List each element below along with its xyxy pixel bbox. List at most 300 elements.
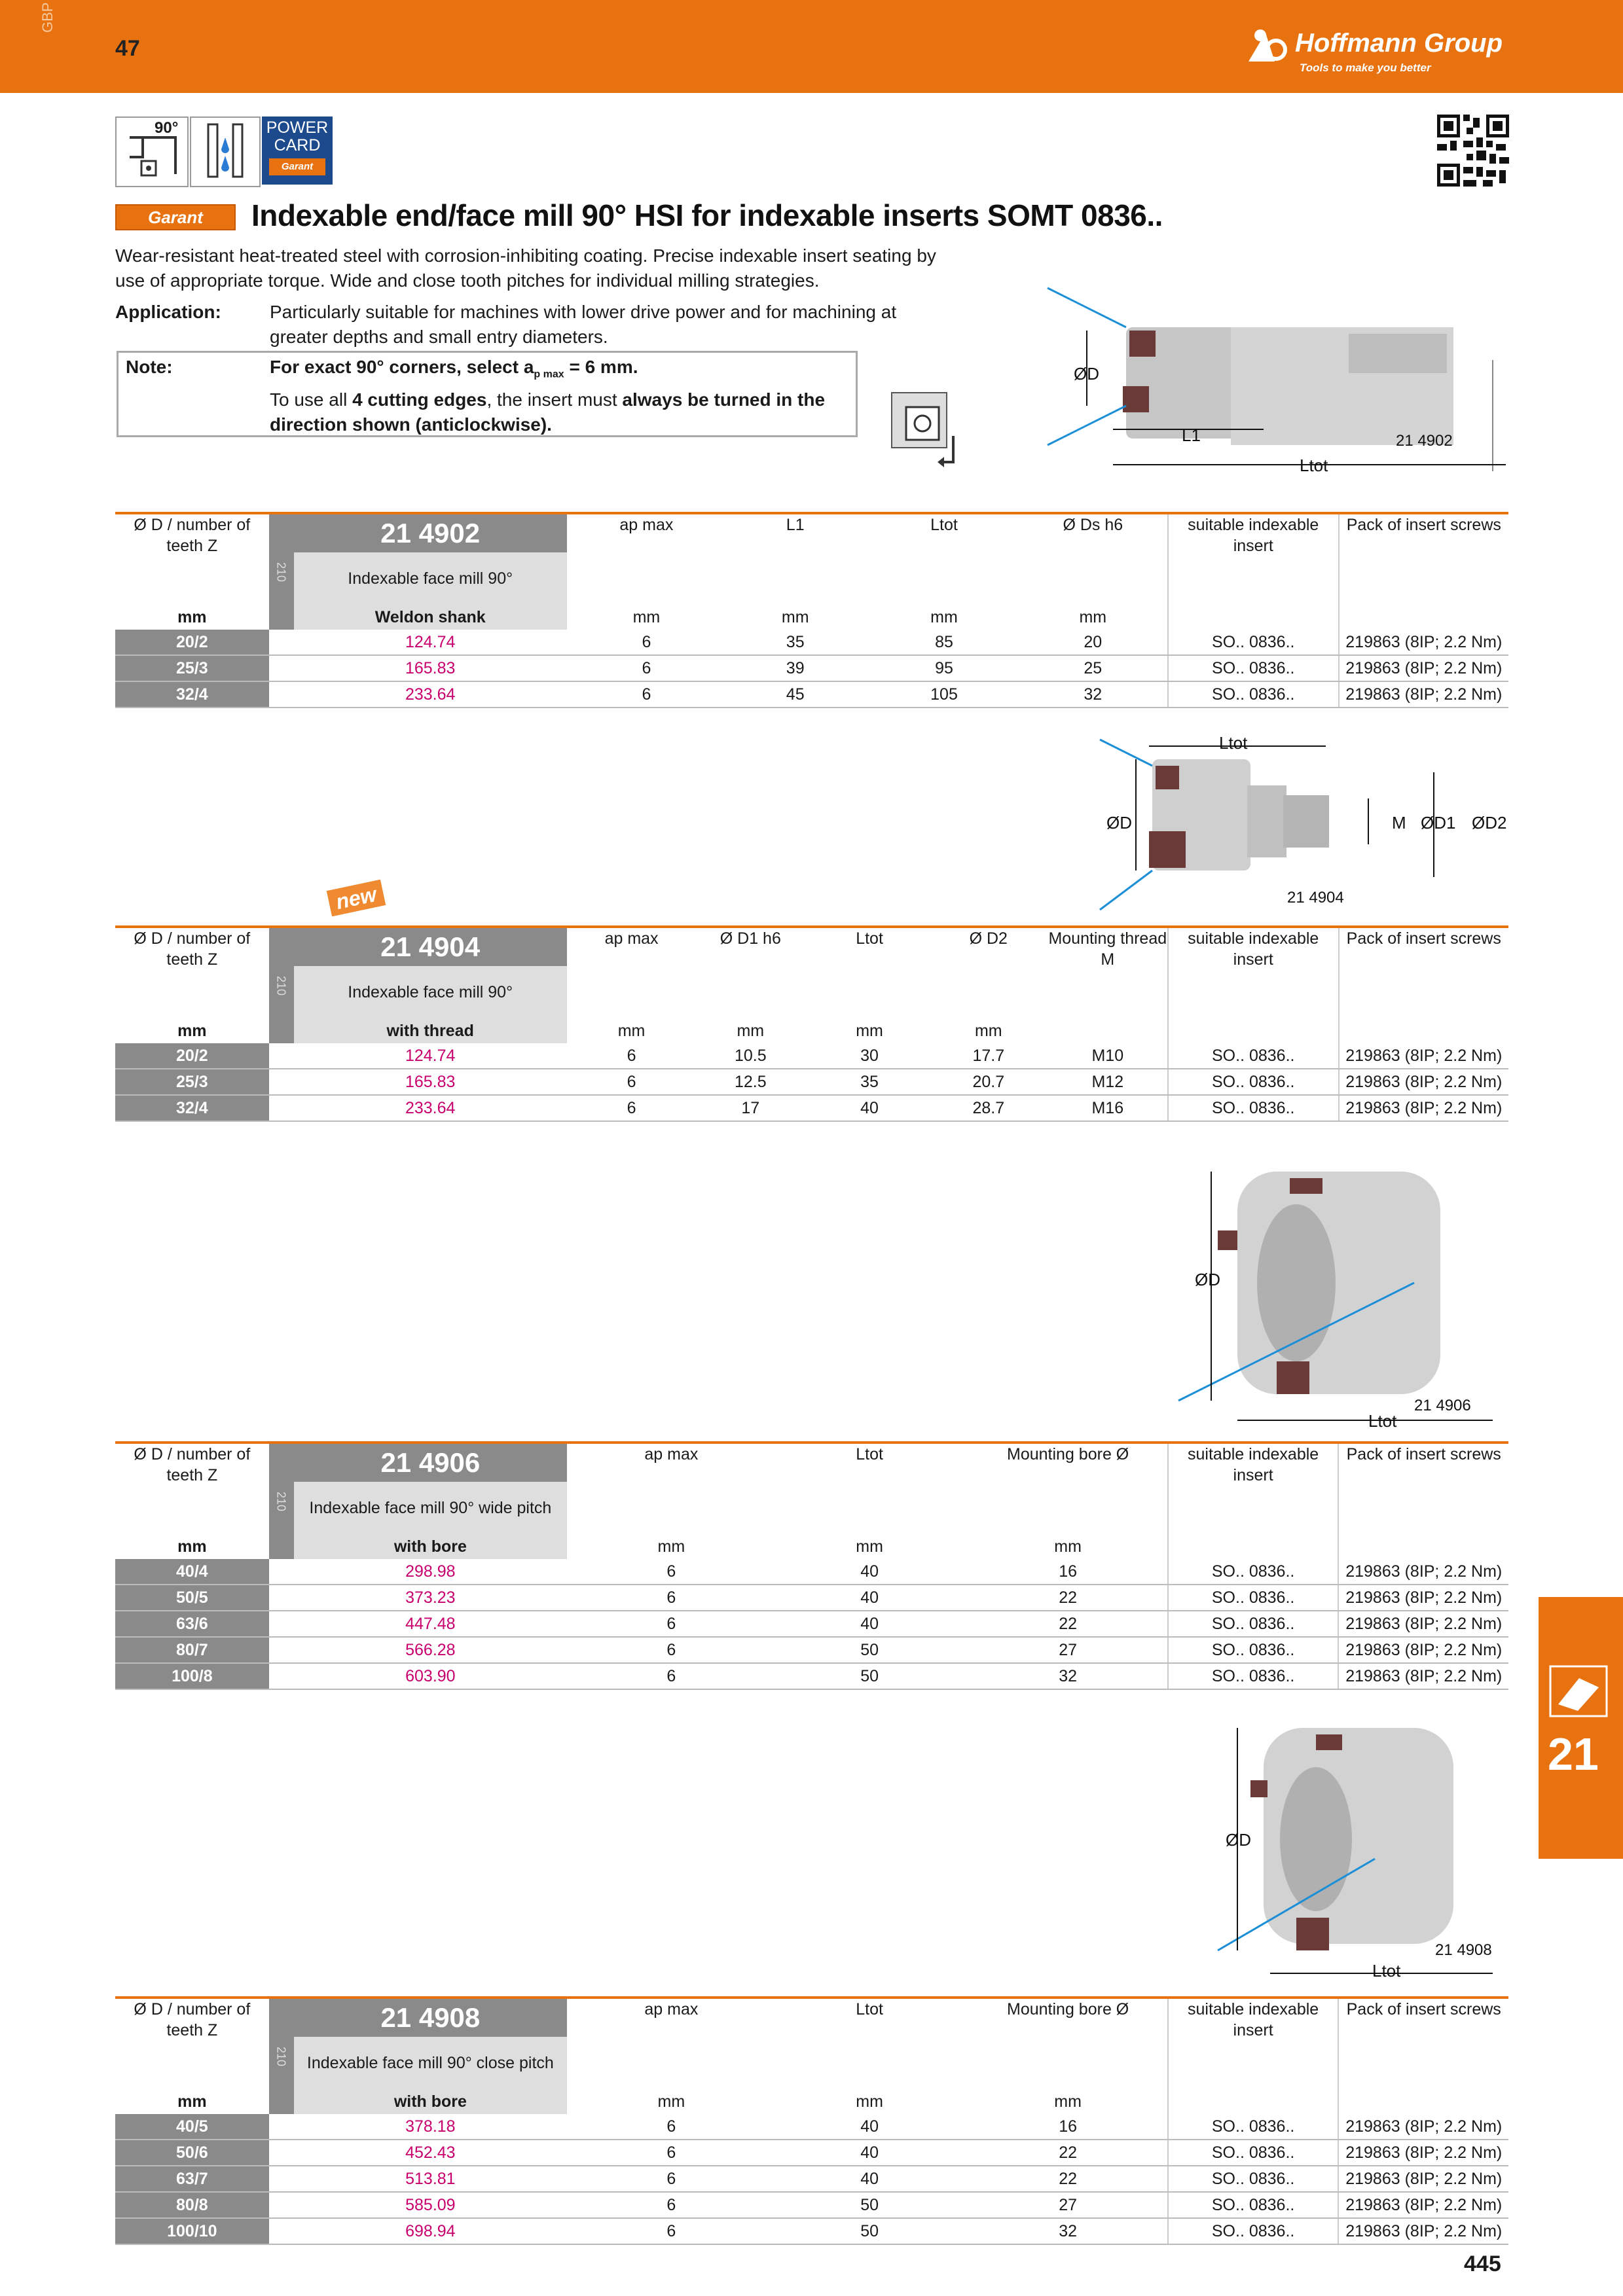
value-cell: 39 — [721, 655, 869, 681]
insert-rotation-icon — [888, 390, 973, 475]
screws-header: Pack of insert screws — [1338, 1443, 1508, 1534]
insert-cell: SO.. 0836.. — [1168, 1069, 1339, 1095]
size-cell: 20/2 — [115, 630, 269, 655]
unit-cell: mm — [1054, 1537, 1082, 1556]
d3-dim-d: ØD — [1195, 1270, 1220, 1289]
value-cell: 50 — [771, 2218, 969, 2244]
unit-mm: mm — [177, 608, 207, 626]
unit-cell: mm — [737, 1022, 765, 1040]
insert-cell: SO.. 0836.. — [1168, 2114, 1339, 2140]
d4-dim-ltot: Ltot — [1372, 1961, 1401, 1981]
size-cell: 20/2 — [115, 1043, 269, 1069]
variant-label: with bore — [294, 1534, 567, 1559]
code-col: 210 — [269, 1998, 294, 2114]
screws-cell: 219863 (8IP; 2.2 Nm) — [1339, 1095, 1508, 1121]
price-cell: 566.28 — [294, 1637, 567, 1663]
coolant-icon — [190, 117, 261, 187]
screws-cell: 219863 (8IP; 2.2 Nm) — [1338, 2140, 1508, 2166]
code-blank — [269, 1637, 294, 1663]
value-cell: 27 — [969, 1637, 1168, 1663]
application-label: Application: — [115, 302, 221, 322]
insert-cell: SO.. 0836.. — [1168, 1043, 1339, 1069]
table-row — [115, 1611, 1508, 1637]
table-row — [115, 1637, 1508, 1663]
code-blank — [269, 655, 294, 681]
screws-cell: 219863 (8IP; 2.2 Nm) — [1339, 1069, 1508, 1095]
code-blank — [269, 2192, 294, 2218]
code-col: 210 — [269, 1443, 294, 1559]
table-row — [115, 1043, 1508, 1069]
unit-cell: mm — [617, 1022, 646, 1040]
variant-label: Weldon shank — [294, 605, 567, 630]
value-cell: 32 — [969, 2218, 1168, 2244]
col-header: Mounting thread M — [1048, 927, 1168, 1018]
unit-blank — [1338, 1534, 1508, 1559]
screws-cell: 219863 (8IP; 2.2 Nm) — [1338, 2166, 1508, 2192]
spacer — [567, 1611, 572, 1637]
value-cell: 50 — [771, 1637, 969, 1663]
dz-header: Ø D / number of teeth Z — [115, 1998, 269, 2089]
value-cell: 22 — [969, 2166, 1168, 2192]
note-label: Note: — [126, 357, 173, 377]
size-cell: 63/7 — [115, 2166, 269, 2192]
col-header: Mounting bore Ø — [969, 1443, 1168, 1534]
d2-dim-ltot: Ltot — [1219, 733, 1248, 753]
col-header: Ltot — [810, 927, 929, 1018]
value-cell: 32 — [969, 1663, 1168, 1689]
table-row — [115, 1095, 1508, 1121]
screws-cell: 219863 (8IP; 2.2 Nm) — [1338, 1611, 1508, 1637]
insert-cell: SO.. 0836.. — [1168, 2218, 1339, 2244]
d3-article: 21 4906 — [1414, 1397, 1471, 1414]
code-blank — [269, 2218, 294, 2244]
unit-blank — [1339, 1018, 1508, 1043]
value-cell: 6 — [572, 630, 721, 655]
screws-cell: 219863 (8IP; 2.2 Nm) — [1339, 630, 1508, 655]
spacer — [567, 2192, 572, 2218]
d2-dim-d1: ØD1 — [1421, 813, 1456, 833]
insert-cell: SO.. 0836.. — [1168, 1559, 1339, 1585]
price-cell: 585.09 — [294, 2192, 567, 2218]
size-cell: 40/5 — [115, 2114, 269, 2140]
diagram-weldon-shank-mill — [1034, 275, 1519, 484]
article-number: 21 4904 — [294, 927, 567, 966]
page-number-bottom: 445 — [1464, 2251, 1501, 2276]
code-blank — [269, 1043, 294, 1069]
code-blank — [269, 681, 294, 708]
unit-cell: mm — [856, 1537, 883, 1556]
spacer — [567, 2114, 572, 2140]
article-number: 21 4902 — [294, 513, 567, 552]
value-cell: 30 — [810, 1043, 929, 1069]
price-cell: 124.74 — [294, 1043, 567, 1069]
value-cell: 6 — [572, 2140, 771, 2166]
screws-cell: 219863 (8IP; 2.2 Nm) — [1338, 2114, 1508, 2140]
spacer — [567, 1663, 572, 1689]
col-header: L1 — [721, 513, 869, 605]
spacer — [567, 1637, 572, 1663]
dz-header: Ø D / number of teeth Z — [115, 927, 269, 1018]
value-cell: 10.5 — [691, 1043, 810, 1069]
unit-cell — [1048, 1018, 1168, 1043]
note-line2-c: , the insert must — [486, 389, 623, 410]
table-row — [115, 2114, 1508, 2140]
value-cell: 40 — [771, 2140, 969, 2166]
spacer — [567, 1559, 572, 1585]
size-cell: 100/10 — [115, 2218, 269, 2244]
price-cell: 378.18 — [294, 2114, 567, 2140]
units-row — [115, 1534, 1508, 1559]
size-cell: 25/3 — [115, 655, 269, 681]
unit-mm: mm — [177, 2092, 207, 2111]
value-cell: 17.7 — [929, 1043, 1048, 1069]
table-row — [115, 2192, 1508, 2218]
value-cell: 45 — [721, 681, 869, 708]
screws-cell: 219863 (8IP; 2.2 Nm) — [1339, 681, 1508, 708]
price-cell: 165.83 — [294, 655, 567, 681]
col-header: Ø D1 h6 — [691, 927, 810, 1018]
code-blank — [269, 630, 294, 655]
spacer — [567, 1069, 572, 1095]
size-cell: 32/4 — [115, 1095, 269, 1121]
spacer — [567, 681, 572, 708]
screws-header: Pack of insert screws — [1339, 927, 1508, 1018]
spec-table-0 — [115, 512, 1508, 708]
page-number-top: 47 — [115, 36, 140, 61]
table-row — [115, 1585, 1508, 1611]
value-cell: 40 — [771, 1585, 969, 1611]
screws-header: Pack of insert screws — [1339, 513, 1508, 605]
brand-logo-icon — [1247, 26, 1293, 63]
table-row — [115, 2140, 1508, 2166]
insert-header: suitable indexable insert — [1168, 1443, 1339, 1534]
d3-dim-ltot: Ltot — [1368, 1411, 1397, 1431]
value-cell: 50 — [771, 1663, 969, 1689]
unit-blank — [1168, 1018, 1339, 1043]
value-cell: 6 — [572, 1559, 771, 1585]
value-cell: 22 — [969, 1611, 1168, 1637]
code-col: 210 — [269, 927, 294, 1043]
d4-article: 21 4908 — [1435, 1941, 1492, 1959]
screws-cell: 219863 (8IP; 2.2 Nm) — [1339, 1043, 1508, 1069]
price-cell: 124.74 — [294, 630, 567, 655]
code-blank — [269, 1095, 294, 1121]
screws-cell: 219863 (8IP; 2.2 Nm) — [1338, 1663, 1508, 1689]
value-cell: 95 — [869, 655, 1018, 681]
col-header: ap max — [572, 1443, 771, 1534]
unit-cell: mm — [856, 2092, 883, 2111]
value-cell: 40 — [771, 2166, 969, 2192]
value-cell: 35 — [810, 1069, 929, 1095]
unit-blank — [1168, 605, 1339, 630]
value-cell: 6 — [572, 1611, 771, 1637]
unit-blank — [1338, 2089, 1508, 2114]
screws-cell: 219863 (8IP; 2.2 Nm) — [1338, 1585, 1508, 1611]
units-row — [115, 1018, 1508, 1043]
article-description: Indexable face mill 90° wide pitch — [294, 1482, 567, 1534]
unit-cell: mm — [1079, 608, 1107, 626]
table-row — [115, 655, 1508, 681]
col-header: Ø Ds h6 — [1019, 513, 1168, 605]
table-row — [115, 630, 1508, 655]
value-cell: 40 — [771, 2114, 969, 2140]
code-blank — [269, 1585, 294, 1611]
dz-header: Ø D / number of teeth Z — [115, 1443, 269, 1534]
d2-dim-m: M — [1392, 813, 1406, 833]
code-blank — [269, 2140, 294, 2166]
price-cell: 447.48 — [294, 1611, 567, 1637]
price-cell: 373.23 — [294, 1585, 567, 1611]
qr-code-icon — [1437, 115, 1509, 187]
d2-dim-d: ØD — [1106, 813, 1132, 833]
header-row — [115, 1998, 1508, 2037]
value-cell: 32 — [1019, 681, 1168, 708]
value-cell: 6 — [572, 1637, 771, 1663]
value-cell: 6 — [572, 2114, 771, 2140]
article-description: Indexable face mill 90° — [294, 552, 567, 605]
spacer — [567, 2089, 572, 2114]
value-cell: 25 — [1019, 655, 1168, 681]
dz-header: Ø D / number of teeth Z — [115, 513, 269, 605]
spec-table-2 — [115, 1441, 1508, 1690]
col-header: Mounting bore Ø — [969, 1998, 1168, 2089]
table-row — [115, 681, 1508, 708]
d2-article: 21 4904 — [1287, 889, 1344, 906]
size-cell: 80/7 — [115, 1637, 269, 1663]
size-cell: 80/8 — [115, 2192, 269, 2218]
value-cell: 27 — [969, 2192, 1168, 2218]
unit-cell: mm — [657, 2092, 685, 2111]
article-description: Indexable face mill 90° close pitch — [294, 2037, 567, 2089]
value-cell: 20 — [1019, 630, 1168, 655]
col-header: Ltot — [869, 513, 1018, 605]
application-text: Particularly suitable for machines with lower drive power and for machining at greater depths and small entry diameters. — [270, 302, 897, 347]
spacer — [567, 2037, 572, 2089]
angle-90-icon — [115, 117, 189, 187]
value-cell: 6 — [572, 2166, 771, 2192]
insert-cell: SO.. 0836.. — [1168, 1611, 1339, 1637]
side-code: GBP — [39, 2, 56, 33]
value-cell: 6 — [572, 1095, 691, 1121]
note-text — [270, 355, 846, 437]
article-description: Indexable face mill 90° — [294, 966, 567, 1018]
insert-header: suitable indexable insert — [1168, 513, 1339, 605]
brand-tagline: Tools to make you better — [1300, 62, 1431, 74]
value-cell: M16 — [1048, 1095, 1168, 1121]
size-cell: 25/3 — [115, 1069, 269, 1095]
note-line2-a: To use all — [270, 389, 353, 410]
new-badge: new — [327, 880, 386, 917]
variant-label: with bore — [294, 2089, 567, 2114]
spacer — [567, 1018, 572, 1043]
screws-cell: 219863 (8IP; 2.2 Nm) — [1338, 2218, 1508, 2244]
power-card-badge — [262, 117, 333, 185]
col-header: ap max — [572, 927, 691, 1018]
d2-dim-d2: ØD2 — [1472, 813, 1507, 833]
col-header: ap max — [572, 513, 721, 605]
d4-dim-d: ØD — [1226, 1830, 1251, 1850]
header-row — [115, 927, 1508, 966]
screws-cell: 219863 (8IP; 2.2 Nm) — [1339, 655, 1508, 681]
spacer — [567, 927, 572, 966]
product-title: Indexable end/face mill 90° HSI for indexable inserts SOMT 0836.. — [251, 198, 1163, 232]
value-cell: 16 — [969, 2114, 1168, 2140]
d1-dim-l1: L1 — [1182, 425, 1201, 445]
price-cell: 603.90 — [294, 1663, 567, 1689]
value-cell: 6 — [572, 1069, 691, 1095]
header-row — [115, 1443, 1508, 1482]
power-card-line2: CARD — [274, 136, 321, 154]
value-cell: 6 — [572, 1043, 691, 1069]
insert-header: suitable indexable insert — [1168, 1998, 1339, 2089]
unit-blank — [1168, 2089, 1339, 2114]
brand-name: Hoffmann Group — [1295, 29, 1503, 58]
spec-table-1 — [115, 925, 1508, 1122]
insert-cell: SO.. 0836.. — [1168, 2166, 1339, 2192]
note-line1-b: = 6 mm. — [564, 357, 638, 377]
col-header: Ltot — [771, 1443, 969, 1534]
screws-cell: 219863 (8IP; 2.2 Nm) — [1338, 1637, 1508, 1663]
unit-blank — [1339, 605, 1508, 630]
insert-cell: SO.. 0836.. — [1168, 630, 1339, 655]
size-cell: 100/8 — [115, 1663, 269, 1689]
d1-article: 21 4902 — [1396, 432, 1453, 450]
spacer — [567, 513, 572, 552]
value-cell: 6 — [572, 1585, 771, 1611]
unit-cell: mm — [632, 608, 661, 626]
table-row — [115, 1663, 1508, 1689]
insert-cell: SO.. 0836.. — [1168, 681, 1339, 708]
value-cell: 6 — [572, 1663, 771, 1689]
value-cell: M12 — [1048, 1069, 1168, 1095]
value-cell: 40 — [771, 1611, 969, 1637]
spacer — [567, 966, 572, 1018]
col-header: ap max — [572, 1998, 771, 2089]
value-cell: 17 — [691, 1095, 810, 1121]
garant-badge: Garant — [115, 204, 236, 230]
value-cell: 22 — [969, 1585, 1168, 1611]
article-number: 21 4906 — [294, 1443, 567, 1482]
price-cell: 233.64 — [294, 681, 567, 708]
table-row — [115, 1069, 1508, 1095]
price-cell: 233.64 — [294, 1095, 567, 1121]
code-col: 210 — [269, 513, 294, 630]
units-row — [115, 605, 1508, 630]
table-row — [115, 2166, 1508, 2192]
insert-header: suitable indexable insert — [1168, 927, 1339, 1018]
insert-cell: SO.. 0836.. — [1168, 2192, 1339, 2218]
insert-cell: SO.. 0836.. — [1168, 1663, 1339, 1689]
value-cell: 50 — [771, 2192, 969, 2218]
header-row — [115, 513, 1508, 552]
note-line2-d: always be turned in the direction shown (anticlockwise). — [270, 389, 826, 435]
code-blank — [269, 1611, 294, 1637]
unit-cell: mm — [856, 1022, 883, 1040]
product-description: Wear-resistant heat-treated steel with corrosion-inhibiting coating. Precise indexable insert seating by use of appropriate torque. Wide and close tooth pitches for individual milling strategies. — [115, 245, 936, 291]
spacer — [567, 552, 572, 605]
spacer — [567, 2166, 572, 2192]
spacer — [567, 605, 572, 630]
value-cell: 6 — [572, 681, 721, 708]
variant-label: with thread — [294, 1018, 567, 1043]
code-blank — [269, 1559, 294, 1585]
note-line1-sub: p max — [534, 368, 564, 380]
value-cell: 16 — [969, 1559, 1168, 1585]
insert-cell: SO.. 0836.. — [1168, 1637, 1339, 1663]
spacer — [567, 630, 572, 655]
spacer — [567, 1443, 572, 1482]
spec-table-3 — [115, 1996, 1508, 2245]
unit-blank — [1168, 1534, 1339, 1559]
value-cell: 22 — [969, 2140, 1168, 2166]
value-cell: 20.7 — [929, 1069, 1048, 1095]
d1-dim-d: ØD — [1074, 364, 1099, 384]
unit-mm: mm — [177, 1022, 207, 1040]
power-card-line1: POWER — [266, 118, 329, 137]
code-blank — [269, 1663, 294, 1689]
unit-cell: mm — [657, 1537, 685, 1556]
value-cell: 6 — [572, 2218, 771, 2244]
code-blank — [269, 2114, 294, 2140]
unit-cell: mm — [781, 608, 809, 626]
unit-cell: mm — [974, 1022, 1002, 1040]
size-cell: 50/5 — [115, 1585, 269, 1611]
spacer — [567, 1095, 572, 1121]
value-cell: 12.5 — [691, 1069, 810, 1095]
screws-cell: 219863 (8IP; 2.2 Nm) — [1338, 2192, 1508, 2218]
value-cell: M10 — [1048, 1043, 1168, 1069]
spacer — [567, 655, 572, 681]
insert-cell: SO.. 0836.. — [1168, 655, 1339, 681]
unit-cell: mm — [930, 608, 958, 626]
price-cell: 452.43 — [294, 2140, 567, 2166]
size-cell: 40/4 — [115, 1559, 269, 1585]
price-cell: 298.98 — [294, 1559, 567, 1585]
angle-label: 90° — [155, 119, 179, 137]
unit-mm: mm — [177, 1537, 207, 1556]
screws-cell: 219863 (8IP; 2.2 Nm) — [1338, 1559, 1508, 1585]
spacer — [567, 1998, 572, 2037]
code-blank — [269, 1069, 294, 1095]
value-cell: 105 — [869, 681, 1018, 708]
note-line2-b: 4 cutting edges — [352, 389, 487, 410]
milling-insert-icon — [1549, 1665, 1608, 1717]
size-cell: 63/6 — [115, 1611, 269, 1637]
unit-cell: mm — [1054, 2092, 1082, 2111]
screws-header: Pack of insert screws — [1338, 1998, 1508, 2089]
code-blank — [269, 2166, 294, 2192]
article-number: 21 4908 — [294, 1998, 567, 2037]
value-cell: 28.7 — [929, 1095, 1048, 1121]
units-row — [115, 2089, 1508, 2114]
insert-cell: SO.. 0836.. — [1168, 2140, 1339, 2166]
value-cell: 6 — [572, 2192, 771, 2218]
insert-cell: SO.. 0836.. — [1168, 1095, 1339, 1121]
spacer — [567, 1585, 572, 1611]
col-header: Ltot — [771, 1998, 969, 2089]
spacer — [567, 2218, 572, 2244]
note-line1-a: For exact 90° corners, select a — [270, 357, 534, 377]
size-cell: 32/4 — [115, 681, 269, 708]
table-row — [115, 1559, 1508, 1585]
chapter-number: 21 — [1548, 1729, 1599, 1780]
value-cell: 35 — [721, 630, 869, 655]
value-cell: 85 — [869, 630, 1018, 655]
value-cell: 40 — [810, 1095, 929, 1121]
power-card-sub: Garant — [269, 158, 325, 175]
table-row — [115, 2218, 1508, 2244]
spacer — [567, 1482, 572, 1534]
